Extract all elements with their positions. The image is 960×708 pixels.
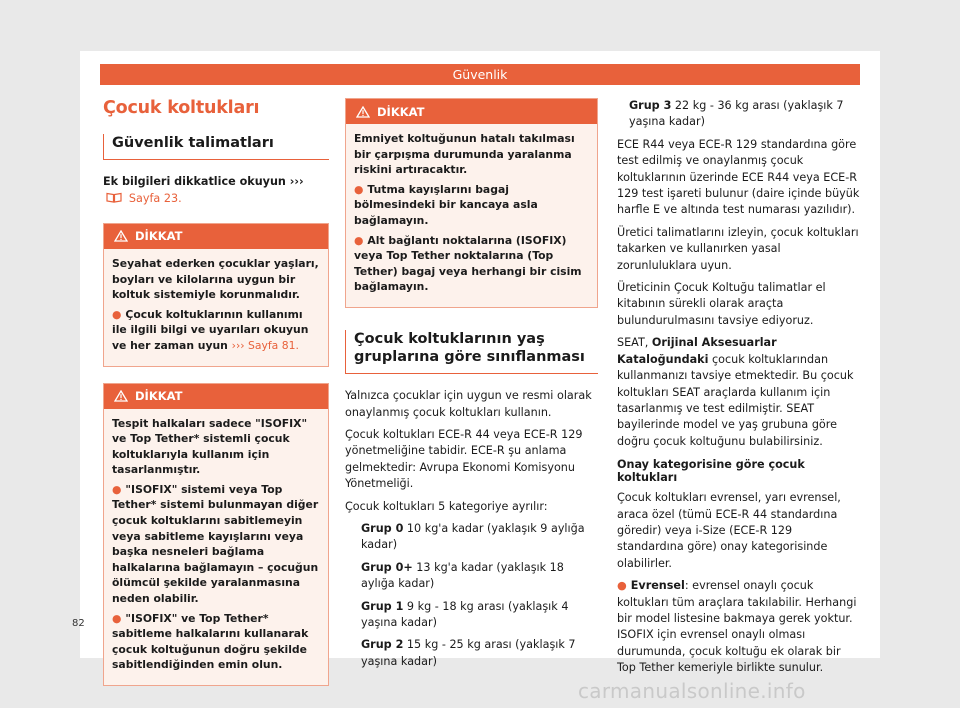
warning-body xyxy=(346,124,597,307)
warning-triangle-icon xyxy=(114,390,128,402)
bullet-icon: ● xyxy=(354,233,364,247)
paragraph: Çocuk koltukları ECE-R 44 veya ECE-R 129 yönetmeliğine tabidir. ECE-R şu anlama gelmektedir: Avrupa Ekonomi Komisyonu Yönetmeliği. xyxy=(345,428,583,491)
warning-bullet xyxy=(112,482,320,607)
warning-bullet-text: Çocuk koltuklarının kullanımı ile ilgili bilgi ve uyarıları okuyun ve her zaman uyun xyxy=(112,307,309,352)
warning-body xyxy=(104,409,328,686)
group-name: Grup 3 xyxy=(629,99,672,112)
group-text: 9 kg - 18 kg arası (yaklaşık 4 yaşına kadar) xyxy=(361,599,569,630)
book-icon xyxy=(106,192,122,203)
paragraph: Üreticinin Çocuk Koltuğu talimatlar el kitabının sürekli olarak araçta bulundurulmasını tavsiye ediyoruz. xyxy=(617,281,826,327)
reference-line xyxy=(103,174,329,207)
bullet-term: Evrensel xyxy=(630,579,685,593)
bullet-icon: ● xyxy=(112,482,122,496)
group-item xyxy=(345,599,598,632)
chapter-title: Çocuk koltukları xyxy=(103,98,260,118)
paragraph: Çocuk koltukları evrensel, yarı evrensel, araca özel (tümü ECE-R 44 standardına göredir) veya i-Size (ECE-R 129 standardına göre) onay kategorisinde olabilirler. xyxy=(617,491,841,570)
warning-bullet xyxy=(354,233,589,295)
section-header-bar xyxy=(100,64,860,85)
group-text: 22 kg - 36 kg arası (yaklaşık 7 yaşına kadar) xyxy=(629,99,844,129)
catalog-name: Orijinal Aksesuarlar Kataloğundaki xyxy=(617,336,777,366)
warning-triangle-icon xyxy=(356,106,370,118)
warning-header xyxy=(104,384,328,409)
warning-header xyxy=(104,224,328,249)
group-item xyxy=(345,560,598,593)
warning-bullet xyxy=(354,182,589,229)
column-1 xyxy=(103,98,329,702)
group-text: 10 kg'a kadar (yaklaşık 9 aylığa kadar) xyxy=(361,522,585,552)
page-number: 82 xyxy=(72,618,85,629)
group-name: Grup 1 xyxy=(361,599,404,613)
bullet-icon: ● xyxy=(112,307,122,321)
group-name: Grup 0+ xyxy=(361,560,413,574)
reference-link[interactable]: Sayfa 23. xyxy=(128,191,182,205)
group-name: Grup 0 xyxy=(361,522,404,536)
warning-text: Seyahat ederken çocuklar yaşları, boyları ve kilolarına uygun bir koltuk sistemiyle korunmalıdır. xyxy=(112,256,319,302)
warning-title: DİKKAT xyxy=(135,229,183,244)
reference-text: Ek bilgileri dikkatlice okuyun ››› xyxy=(103,175,304,189)
page-reference-link[interactable]: ››› Sayfa 81. xyxy=(231,338,299,352)
paragraph-prefix: SEAT, xyxy=(617,336,649,350)
column-3 xyxy=(617,98,860,683)
warning-header xyxy=(346,99,597,124)
group-item xyxy=(345,637,598,670)
warning-bullet-text: Alt bağlantı noktalarına (ISOFIX) veya Top Tether noktalarına (Top Tether) bagaj veya herhangi bir cisim bağlamayın. xyxy=(354,233,582,294)
warning-body xyxy=(104,249,328,366)
paragraph-rest: çocuk koltuklarından kullanmanızı tavsiye etmektedir. Bu çocuk koltukları SEAT araçlarda kullanım için tasarlanmış ve test edilmiştir. SEAT bayilerinde model ve yaş grubuna göre doğru çocuk koltuğunu bulabilirsiniz. xyxy=(617,352,854,448)
warning-bullet xyxy=(112,611,320,673)
group-text: 13 kg'a kadar (yaklaşık 18 aylığa kadar) xyxy=(361,560,564,591)
paragraph: Çocuk koltukları 5 kategoriye ayrılır: xyxy=(345,499,548,513)
warning-bullet xyxy=(112,307,320,354)
bullet-paragraph xyxy=(617,578,860,676)
group-item xyxy=(617,98,860,131)
warning-bullet-text: "ISOFIX" sistemi veya Top Tether* sistemi bulunmayan diğer çocuk koltuklarını sabitlemeyin veya sabitleme kayışlarını veya başka nesneleri bağlama halkalarına bağlamayın – çocuğun ölümcül şekilde yaralanmasına neden olabilir. xyxy=(112,482,319,606)
group-name: Grup 2 xyxy=(361,638,404,652)
warning-title: DİKKAT xyxy=(135,389,183,403)
warning-text: Tespit halkaları sadece "ISOFIX" ve Top Tether* sistemli çocuk koltuklarıyla kullanım için tasarlanmıştır. xyxy=(112,416,308,477)
group-item xyxy=(345,521,598,554)
paragraph: Üretici talimatlarını izleyin, çocuk koltukları takarken ve kullanırken yasal zorunluluklara uyun. xyxy=(617,225,859,272)
section-title-age-groups: Çocuk koltuklarının yaş gruplarına göre sınıflanması xyxy=(345,330,598,374)
subheading: Onay kategorisine göre çocuk koltukları xyxy=(617,458,805,485)
paragraph: ECE R44 veya ECE-R 129 standardına göre test edilmiş ve onaylanmış çocuk koltuklarının üzerinde ECE R44 veya ECE-R 129 test işareti bulunur (daire içinde büyük harfle E ve altında test numarası yazılıdır). xyxy=(617,137,860,217)
watermark: carmanualsonline.info xyxy=(578,679,806,703)
section-header-title: Güvenlik xyxy=(452,67,508,82)
warning-bullet-text: Tutma kayışlarını bagaj bölmesindeki bir kancaya asla bağlamayın. xyxy=(354,182,538,227)
warning-title: DİKKAT xyxy=(377,104,425,119)
warning-box-3 xyxy=(345,98,598,308)
warning-text: Emniyet koltuğunun hatalı takılması bir çarpışma durumunda yaralanma riskini artıracaktır. xyxy=(354,132,575,177)
warning-bullet-text: "ISOFIX" ve Top Tether* sabitleme halkalarını kullanarak çocuk koltuğunun doğru şekilde sabitlendiğinden emin olun. xyxy=(112,611,309,672)
section-title-safety: Güvenlik talimatları xyxy=(103,134,329,160)
warning-triangle-icon xyxy=(114,230,128,242)
bullet-icon: ● xyxy=(112,611,122,625)
bullet-icon: ● xyxy=(354,182,364,196)
paragraph xyxy=(617,335,860,450)
bullet-icon: ● xyxy=(617,579,627,593)
warning-box-1 xyxy=(103,223,329,367)
column-2 xyxy=(345,98,598,676)
warning-box-2 xyxy=(103,383,329,687)
group-text: 15 kg - 25 kg arası (yaklaşık 7 yaşına kadar) xyxy=(361,638,576,668)
bullet-text: : evrensel onaylı çocuk koltukları tüm araçlara takılabilir. Herhangi bir model listesine bakmaya gerek yoktur. ISOFIX için evrensel onaylı olması durumunda, çocuk koltuğu ek olarak bir Top Tether kemeriyle birlikte sunulur. xyxy=(617,579,857,675)
paragraph: Yalnızca çocuklar için uygun ve resmi olarak onaylanmış çocuk koltukları kullanın. xyxy=(345,389,592,419)
